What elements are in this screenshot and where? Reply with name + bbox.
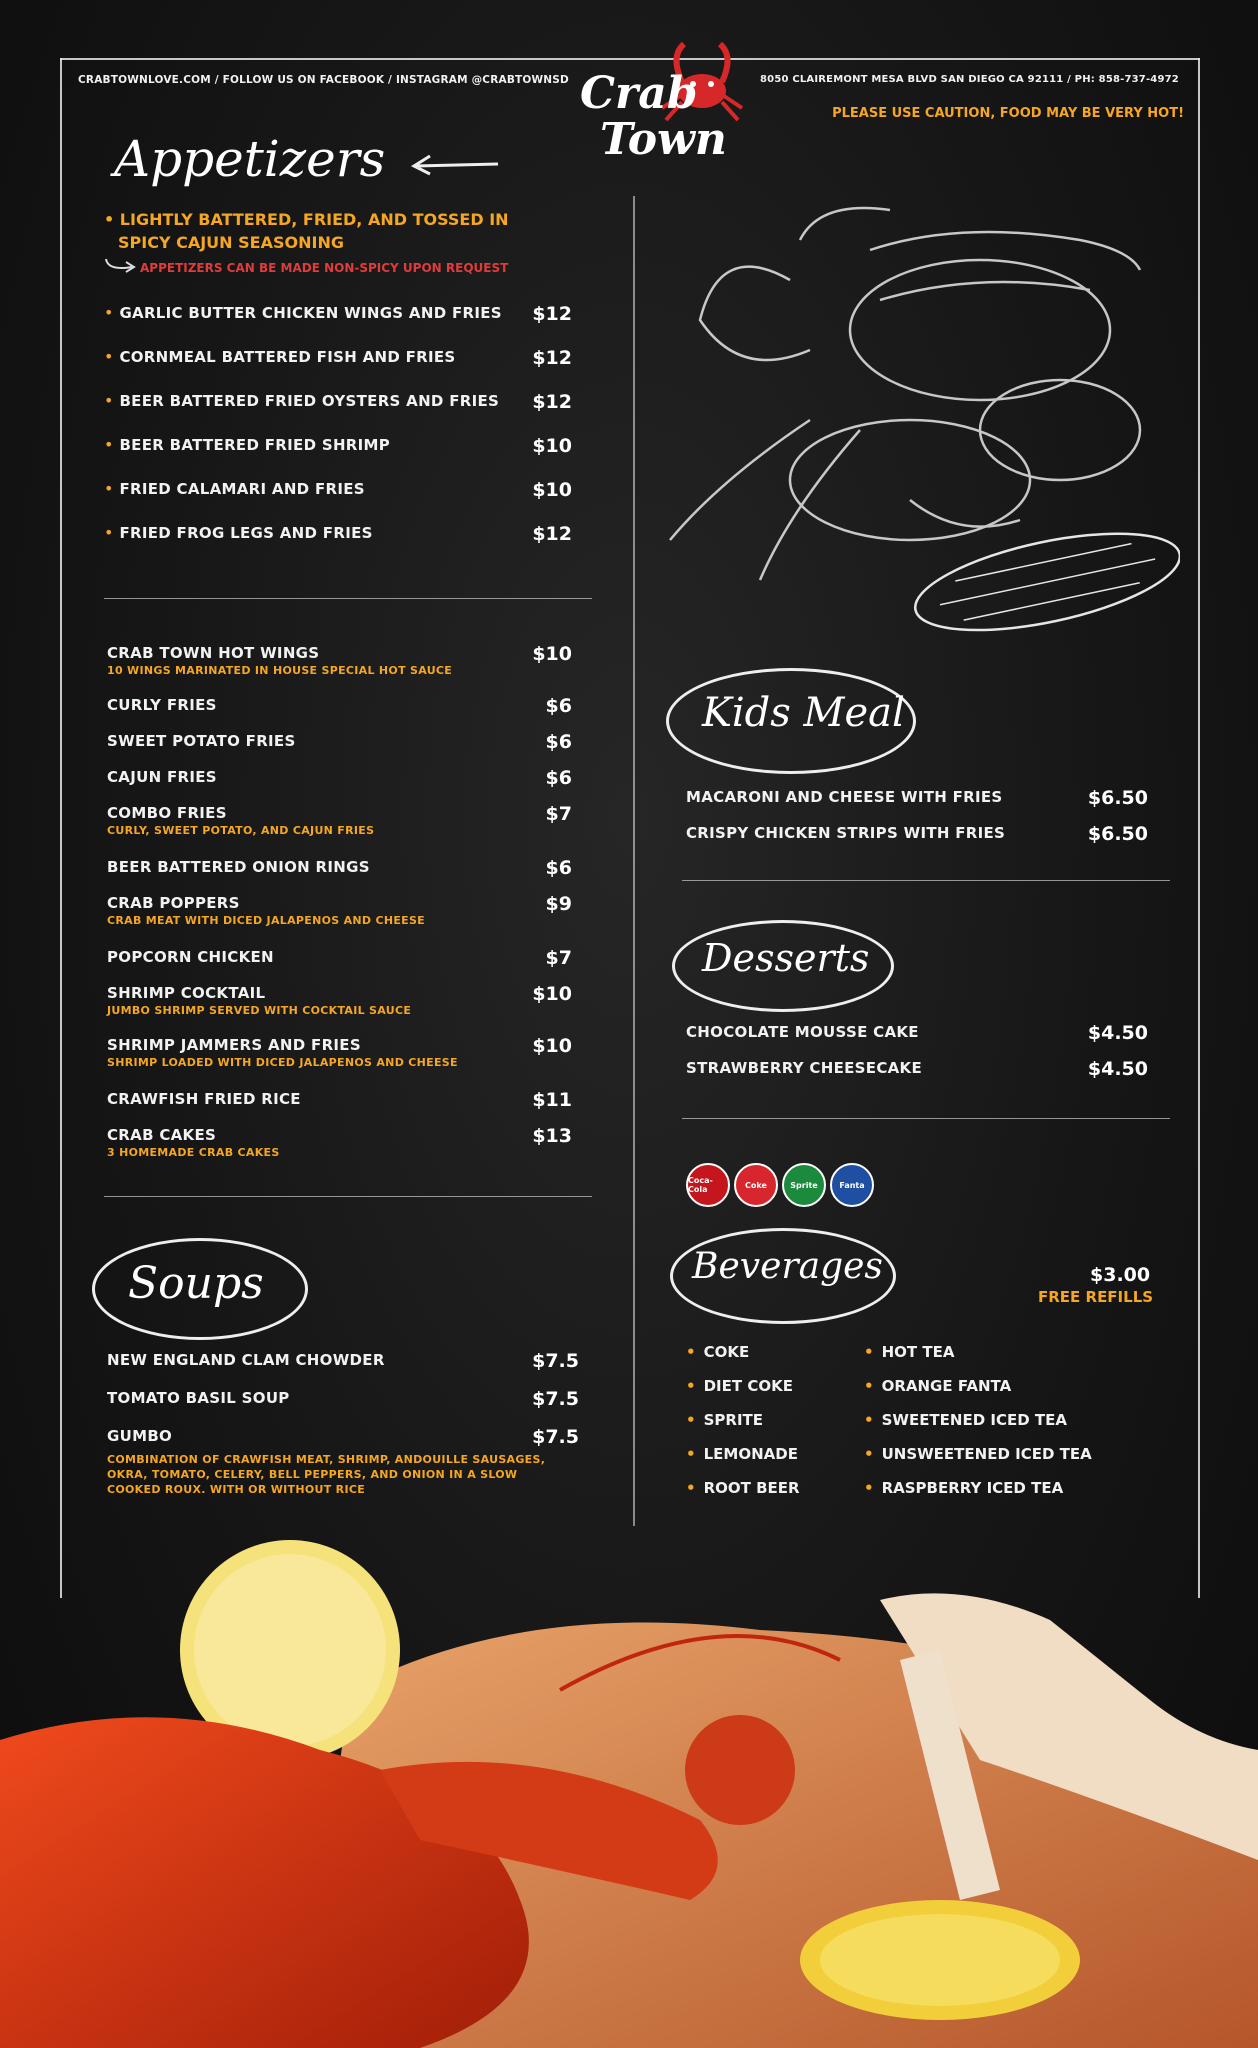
menu-item-row xyxy=(104,435,572,457)
beverage-item xyxy=(686,1377,793,1395)
gumbo-desc-line-1: COMBINATION OF CRAWFISH MEAT, SHRIMP, ANDOUILLE SAUSAGES, xyxy=(107,1453,546,1466)
bullet-icon: • xyxy=(104,303,114,322)
beverage-item xyxy=(864,1343,954,1361)
bullet-icon: • xyxy=(686,1377,696,1395)
menu-item-description: CRAB MEAT WITH DICED JALAPENOS AND CHEESE xyxy=(107,914,425,927)
menu-item-price: $10 xyxy=(532,643,572,665)
frame-right xyxy=(1198,58,1200,1598)
menu-item-row xyxy=(107,857,572,879)
beverage-name: DIET COKE xyxy=(703,1377,793,1395)
fanta-logo: Fanta xyxy=(830,1163,874,1207)
menu-item-name: STRAWBERRY CHEESECAKE xyxy=(686,1059,923,1077)
menu-item-row xyxy=(107,695,572,717)
menu-item-name: CORNMEAL BATTERED FISH AND FRIES xyxy=(119,348,456,366)
gumbo-description xyxy=(107,1452,587,1497)
menu-item-price: $6 xyxy=(545,857,572,879)
menu-item-price: $4.50 xyxy=(1087,1022,1148,1044)
menu-item-text xyxy=(104,391,499,410)
menu-item-name: CRAB POPPERS xyxy=(107,894,240,912)
appetizers-title: Appetizers xyxy=(114,130,386,188)
menu-item-name: FRIED FROG LEGS AND FRIES xyxy=(119,524,373,542)
menu-item-text xyxy=(107,695,217,714)
menu-item-text xyxy=(107,731,296,750)
menu-item-text xyxy=(104,303,502,322)
menu-item-row xyxy=(104,479,572,501)
menu-item-name: BEER BATTERED ONION RINGS xyxy=(107,858,370,876)
kids-meal-title: Kids Meal xyxy=(702,690,905,736)
menu-item-price: $10 xyxy=(532,1035,572,1057)
beverages-title: Beverages xyxy=(692,1246,883,1287)
menu-item-row xyxy=(686,1022,1148,1044)
menu-item-name: CHOCOLATE MOUSSE CAKE xyxy=(686,1023,919,1041)
bullet-icon: • xyxy=(864,1411,874,1429)
soups-title: Soups xyxy=(128,1258,264,1309)
divider-appetizers xyxy=(104,598,592,599)
beverage-item xyxy=(686,1343,749,1361)
header-address: 8050 CLAIREMONT MESA BLVD SAN DIEGO CA 92111 / PH: 858-737-4972 xyxy=(760,74,1179,85)
menu-item-name: SHRIMP COCKTAIL xyxy=(107,984,266,1002)
menu-item-text xyxy=(107,1426,172,1445)
beverage-name: SPRITE xyxy=(703,1411,764,1429)
menu-item-price: $7.5 xyxy=(532,1388,579,1410)
menu-item-row xyxy=(686,787,1148,809)
menu-item-price: $10 xyxy=(532,435,572,457)
logo-word-town: Town xyxy=(600,114,727,165)
menu-item-price: $6 xyxy=(545,767,572,789)
menu-item-text xyxy=(107,1350,385,1369)
header-contact: CRABTOWNLOVE.COM / FOLLOW US ON FACEBOOK / INSTAGRAM @CRABTOWNSD xyxy=(78,74,569,86)
beverage-item xyxy=(864,1479,1063,1497)
menu-item-text xyxy=(686,1022,919,1041)
menu-item-row xyxy=(107,767,572,789)
beverage-item xyxy=(686,1411,763,1429)
menu-item-text xyxy=(107,767,217,786)
menu-item-text xyxy=(104,523,373,542)
menu-item-price: $13 xyxy=(532,1125,572,1147)
menu-item-name: CRAWFISH FRIED RICE xyxy=(107,1090,301,1108)
menu-item-text xyxy=(686,823,1005,842)
column-divider xyxy=(633,196,635,1526)
beverage-item xyxy=(864,1411,1067,1429)
sprite-logo: Sprite xyxy=(782,1163,826,1207)
menu-item-name: POPCORN CHICKEN xyxy=(107,948,274,966)
bullet-icon: • xyxy=(864,1479,874,1497)
beverage-name: ORANGE FANTA xyxy=(881,1377,1012,1395)
menu-item-row xyxy=(104,347,572,369)
menu-item-description: JUMBO SHRIMP SERVED WITH COCKTAIL SAUCE xyxy=(107,1004,412,1017)
menu-item-row xyxy=(107,1388,579,1410)
menu-item-row xyxy=(107,983,572,1017)
menu-item-name: MACARONI AND CHEESE WITH FRIES xyxy=(686,788,1003,806)
menu-item-price: $12 xyxy=(532,523,572,545)
menu-item-text xyxy=(107,983,411,1017)
bullet-icon: • xyxy=(104,479,114,498)
divider-desserts xyxy=(682,1118,1170,1119)
menu-item-price: $7 xyxy=(545,947,572,969)
menu-item-price: $7.5 xyxy=(532,1426,579,1448)
menu-item-text xyxy=(104,347,456,366)
coke-logo: Coke xyxy=(734,1163,778,1207)
menu-item-row xyxy=(104,523,572,545)
menu-item-price: $9 xyxy=(545,893,572,915)
menu-item-description: SHRIMP LOADED WITH DICED JALAPENOS AND CHEESE xyxy=(107,1056,458,1069)
menu-item-row xyxy=(107,1089,572,1111)
menu-item-price: $4.50 xyxy=(1087,1058,1148,1080)
menu-item-price: $12 xyxy=(532,347,572,369)
bullet-icon: • xyxy=(104,435,114,454)
beverage-name: UNSWEETENED ICED TEA xyxy=(881,1445,1092,1463)
menu-item-text xyxy=(107,857,370,876)
menu-item-row xyxy=(107,643,572,677)
menu-item-price: $6.50 xyxy=(1087,823,1148,845)
bullet-icon: • xyxy=(864,1343,874,1361)
menu-item-name: CRISPY CHICKEN STRIPS WITH FRIES xyxy=(686,824,1006,842)
menu-item-row xyxy=(107,1035,572,1069)
frame-left xyxy=(60,58,62,1598)
menu-item-description: 3 HOMEMADE CRAB CAKES xyxy=(107,1146,280,1159)
menu-item-name: NEW ENGLAND CLAM CHOWDER xyxy=(107,1351,385,1369)
bullet-icon: • xyxy=(686,1445,696,1463)
menu-item-price: $6 xyxy=(545,731,572,753)
appetizers-note: APPETIZERS CAN BE MADE NON-SPICY UPON REQUEST xyxy=(140,261,509,275)
menu-item-description: CURLY, SWEET POTATO, AND CAJUN FRIES xyxy=(107,824,375,837)
menu-item-name: SWEET POTATO FRIES xyxy=(107,732,296,750)
beverage-item xyxy=(686,1479,800,1497)
menu-item-text xyxy=(686,1058,922,1077)
menu-item-row xyxy=(107,731,572,753)
menu-item-name: CRAB CAKES xyxy=(107,1126,217,1144)
menu-item-price: $7.5 xyxy=(532,1350,579,1372)
corn-sketch xyxy=(907,515,1180,649)
menu-item-row xyxy=(104,303,572,325)
menu-item-name: FRIED CALAMARI AND FRIES xyxy=(119,480,365,498)
beverage-name: SWEETENED ICED TEA xyxy=(881,1411,1067,1429)
beverage-name: RASPBERRY ICED TEA xyxy=(881,1479,1064,1497)
menu-item-text xyxy=(107,1035,458,1069)
menu-item-name: CURLY FRIES xyxy=(107,696,217,714)
menu-item-name: GARLIC BUTTER CHICKEN WINGS AND FRIES xyxy=(119,304,502,322)
beverage-item xyxy=(864,1377,1011,1395)
free-refills-label: FREE REFILLS xyxy=(1038,1288,1154,1306)
menu-item-text xyxy=(107,947,274,966)
beverage-item xyxy=(864,1445,1092,1463)
menu-item-text xyxy=(107,1388,290,1407)
menu-item-text xyxy=(104,435,390,454)
bullet-icon: • xyxy=(104,347,114,366)
menu-item-price: $6 xyxy=(545,695,572,717)
bullet-icon: • xyxy=(686,1343,696,1361)
menu-item-price: $10 xyxy=(532,479,572,501)
gumbo-desc-line-3: COOKED ROUX. WITH OR WITHOUT RICE xyxy=(107,1483,366,1496)
appetizers-subtitle-1: • LIGHTLY BATTERED, FRIED, AND TOSSED IN xyxy=(104,210,509,229)
logo-word-crab: Crab xyxy=(580,68,698,119)
menu-item-name: SHRIMP JAMMERS AND FRIES xyxy=(107,1036,361,1054)
curved-arrow-icon xyxy=(102,257,138,275)
seafood-boil-photo xyxy=(0,1540,1258,2048)
divider-sides xyxy=(104,1196,592,1197)
menu-item-row xyxy=(107,893,572,927)
menu-item-row xyxy=(104,391,572,413)
menu-item-name: CAJUN FRIES xyxy=(107,768,217,786)
menu-item-text xyxy=(104,479,365,498)
beverage-name: COKE xyxy=(703,1343,750,1361)
desserts-title: Desserts xyxy=(702,936,870,980)
menu-item-name: BEER BATTERED FRIED OYSTERS AND FRIES xyxy=(119,392,500,410)
menu-item-text xyxy=(107,1125,280,1159)
menu-item-name: BEER BATTERED FRIED SHRIMP xyxy=(119,436,391,454)
caution-note: PLEASE USE CAUTION, FOOD MAY BE VERY HOT! xyxy=(832,106,1184,121)
arrow-left-icon xyxy=(410,152,500,176)
menu-item-description: 10 WINGS MARINATED IN HOUSE SPECIAL HOT SAUCE xyxy=(107,664,453,677)
bullet-icon: • xyxy=(104,523,114,542)
beverage-name: HOT TEA xyxy=(881,1343,955,1361)
bullet-icon: • xyxy=(104,391,114,410)
menu-item-row xyxy=(107,1350,579,1372)
beverage-item xyxy=(686,1445,798,1463)
menu-item-price: $12 xyxy=(532,391,572,413)
divider-kids xyxy=(682,880,1170,881)
bullet-icon: • xyxy=(686,1479,696,1497)
menu-item-price: $6.50 xyxy=(1087,787,1148,809)
menu-item-row xyxy=(107,1125,572,1159)
menu-item-text xyxy=(107,643,452,677)
bullet-icon: • xyxy=(864,1445,874,1463)
bullet-icon: • xyxy=(864,1377,874,1395)
crab-town-logo xyxy=(570,36,760,166)
menu-item-price: $12 xyxy=(532,303,572,325)
coca-cola-logo: Coca-Cola xyxy=(686,1163,730,1207)
menu-item-text xyxy=(107,803,374,837)
menu-item-name: CRAB TOWN HOT WINGS xyxy=(107,644,320,662)
menu-item-text xyxy=(107,1089,301,1108)
menu-item-row xyxy=(107,803,572,837)
beverages-price: $3.00 xyxy=(1090,1264,1151,1286)
bullet-icon: • xyxy=(686,1411,696,1429)
beverage-name: LEMONADE xyxy=(703,1445,798,1463)
menu-item-name: COMBO FRIES xyxy=(107,804,227,822)
beverage-name: ROOT BEER xyxy=(703,1479,800,1497)
appetizers-subtitle-2: SPICY CAJUN SEASONING xyxy=(118,233,344,252)
menu-item-row xyxy=(107,947,572,969)
menu-item-name: GUMBO xyxy=(107,1427,173,1445)
menu-item-text xyxy=(686,787,1003,806)
menu-item-price: $7 xyxy=(545,803,572,825)
menu-item-row xyxy=(686,823,1148,845)
menu-item-row xyxy=(107,1426,579,1448)
menu-item-name: TOMATO BASIL SOUP xyxy=(107,1389,290,1407)
menu-item-text xyxy=(107,893,425,927)
menu-item-price: $10 xyxy=(532,983,572,1005)
menu-item-row xyxy=(686,1058,1148,1080)
lobster-sketch-illustration xyxy=(660,180,1180,740)
menu-item-price: $11 xyxy=(532,1089,572,1111)
gumbo-desc-line-2: OKRA, TOMATO, CELERY, BELL PEPPERS, AND ONION IN A SLOW xyxy=(107,1468,518,1481)
